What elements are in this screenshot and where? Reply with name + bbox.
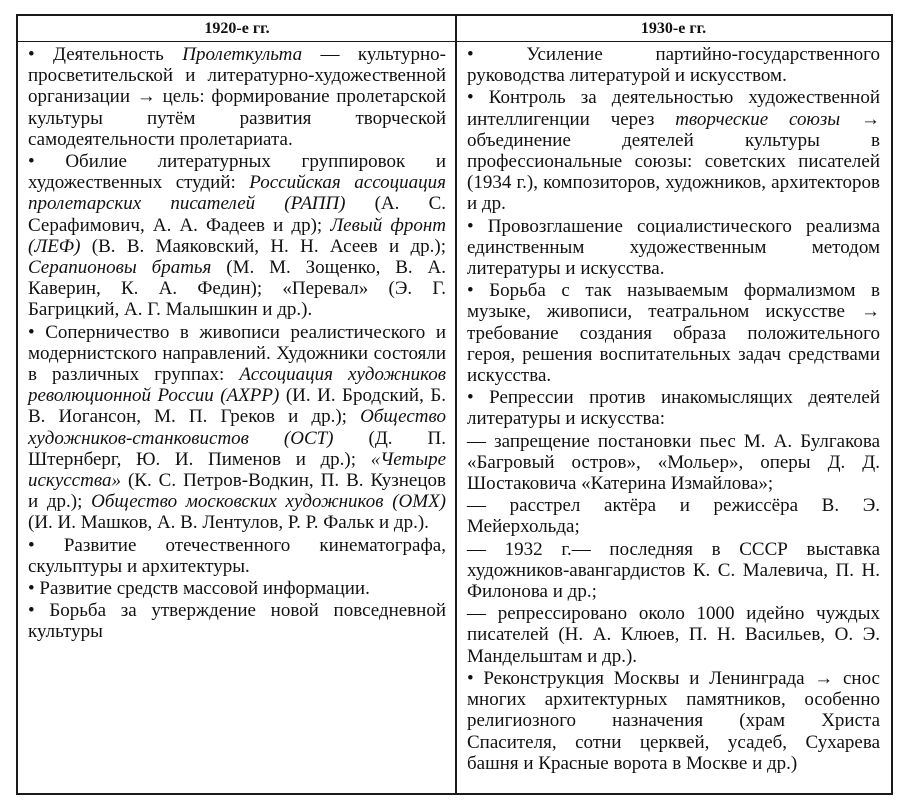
italic-term: творческие союзы (675, 108, 841, 130)
text-run: репрессировано около 1000 идейно чуждых писателей (Н. А. Клюев, П. Н. Васильев, О. Э. Мандельштам и др.). (467, 603, 880, 667)
bullet-marker: • (467, 387, 490, 409)
bullet-marker: • (467, 87, 489, 109)
bullet-list-item (467, 44, 880, 86)
bullet-marker: • (28, 321, 46, 343)
italic-term: Серапионовы братья (28, 257, 212, 279)
dash-list-item (467, 603, 880, 667)
header-1920s: 1920-е гг. (18, 16, 456, 42)
bullet-list-item (28, 322, 446, 534)
text-run: Провозглашение социалистического реализма единственным художественным методом литературы и искусства. (467, 215, 880, 280)
italic-term: Общество художников-станковистов (ОСТ) (28, 406, 446, 449)
bullet-marker: • (467, 667, 484, 689)
text-run: — культурно-просветительской и литературно-художественной организации → цель: формирование пролетарской культуры путём развития творческой самодеятельности пролетариата. (28, 44, 446, 150)
header-1930s: 1930-е гг. (456, 16, 891, 42)
italic-term: Ассоциация художников революционной России (АХРР) (28, 364, 446, 407)
bullet-list-item (467, 280, 880, 386)
bullet-list-item (28, 600, 446, 642)
text-run: (И. И. Бродский, Б. В. Иогансон, М. П. Греков и др.); (28, 385, 446, 428)
bullet-marker: • (28, 151, 66, 173)
text-run: (И. И. Машков, А. В. Лентулов, Р. Р. Фальк и др.). (28, 512, 429, 534)
text-run: Обилие литературных группировок и художественных студий: (28, 151, 446, 194)
bullet-marker: • (28, 534, 64, 556)
text-run: Деятельность (53, 44, 183, 65)
text-run: запрещение постановки пьес М. А. Булгакова «Багровый остров», «Мольер», оперы Д. Д. Шостаковича «Катерина Измайлова»; (467, 430, 880, 495)
text-run: (К. С. Петров-Водкин, П. В. Кузнецов и др.); (28, 470, 446, 513)
text-run: Борьба с так называемым формализмом в музыке, живописи, театральном искусстве → требование создания образа положительного героя, решения воспитательных задач средствами искусства. (467, 280, 880, 387)
italic-term: Общество московских художников (ОМХ) (91, 491, 446, 513)
dash-marker: — (467, 430, 495, 452)
bullet-marker: • (467, 44, 527, 65)
italic-term: Пролеткульта (182, 44, 303, 65)
text-run: 1932 г.— последняя в СССР выставка художников-авангардистов К. С. Малевича, П. Н. Филонова и др.; (467, 538, 880, 603)
bullet-marker: • (467, 280, 490, 302)
text-run: (М. М. Зощенко, В. А. Каверин, К. А. Федин); «Перевал» (Э. Г. Багрицкий, А. Г. Малышкин и др.). (28, 257, 446, 321)
text-run: Соперничество в живописи реалистического и модернистского направлений. Художники состояли в различных группах: (28, 321, 446, 386)
text-run: (В. В. Маяковский, Н. Н. Асеев и др.); (80, 235, 446, 257)
bullet-list-item (467, 668, 880, 774)
bullet-list-item (28, 44, 446, 150)
text-run: → объединение деятелей культуры в профессиональные союзы: советских писателей (1934 г.), композиторов, художников, архитекторов и др. (467, 108, 880, 215)
text-run: Развитие отечественного кинематографа, скульптуры и архитектуры. (28, 534, 446, 577)
dash-list-item (467, 495, 880, 537)
dash-marker: — (467, 538, 505, 560)
comparison-table (16, 14, 893, 795)
text-run: Репрессии против инакомыслящих деятелей литературы и искусства: (467, 387, 880, 430)
column-1930s (467, 44, 880, 774)
column-divider (455, 16, 457, 793)
italic-term: Левый фронт (ЛЕФ) (28, 214, 446, 257)
bullet-list-item (28, 151, 446, 321)
text-run: Развитие средств массовой информации. (39, 578, 370, 600)
bullet-marker: • (28, 44, 54, 65)
text-run: Реконструкция Москвы и Ленинграда → снос многих архитектурных памятников, особенно религиозного назначения (храм Христа Спасителя, сотни церквей, усадеб, Сухарева башня и Красные ворота в Москве и др.) (467, 667, 880, 774)
dash-marker: — (467, 495, 510, 517)
text-run: Борьба за утверждение новой повседневной культуры (28, 600, 446, 643)
bullet-marker: • (467, 215, 488, 237)
text-run: (Д. П. Штернберг, Ю. И. Пименов и др.); (28, 427, 446, 470)
italic-term: «Четыре искусства» (28, 448, 446, 492)
dash-marker: — (467, 603, 498, 625)
bullet-marker: • (28, 600, 50, 622)
italic-term: Российская ассоциация пролетарских писателей (РАПП) (28, 172, 446, 215)
text-run: Контроль за деятельностью художественной интеллигенции через (467, 87, 880, 130)
dash-list-item (467, 539, 880, 603)
dash-list-item (467, 431, 880, 495)
text-run: (А. С. Серафимович, А. А. Фадеев и др); (28, 193, 446, 236)
bullet-list-item (28, 535, 446, 577)
column-1920s (28, 44, 446, 643)
text-run: Усиление партийно-государственного руководства литературой и искусством. (467, 44, 880, 87)
bullet-list-item (467, 216, 880, 280)
text-run: расстрел актёра и режиссёра В. Э. Мейерхольда; (467, 495, 880, 538)
bullet-list-item (28, 578, 446, 599)
bullet-marker: • (28, 578, 40, 600)
bullet-list-item (467, 87, 880, 214)
bullet-list-item (467, 387, 880, 429)
